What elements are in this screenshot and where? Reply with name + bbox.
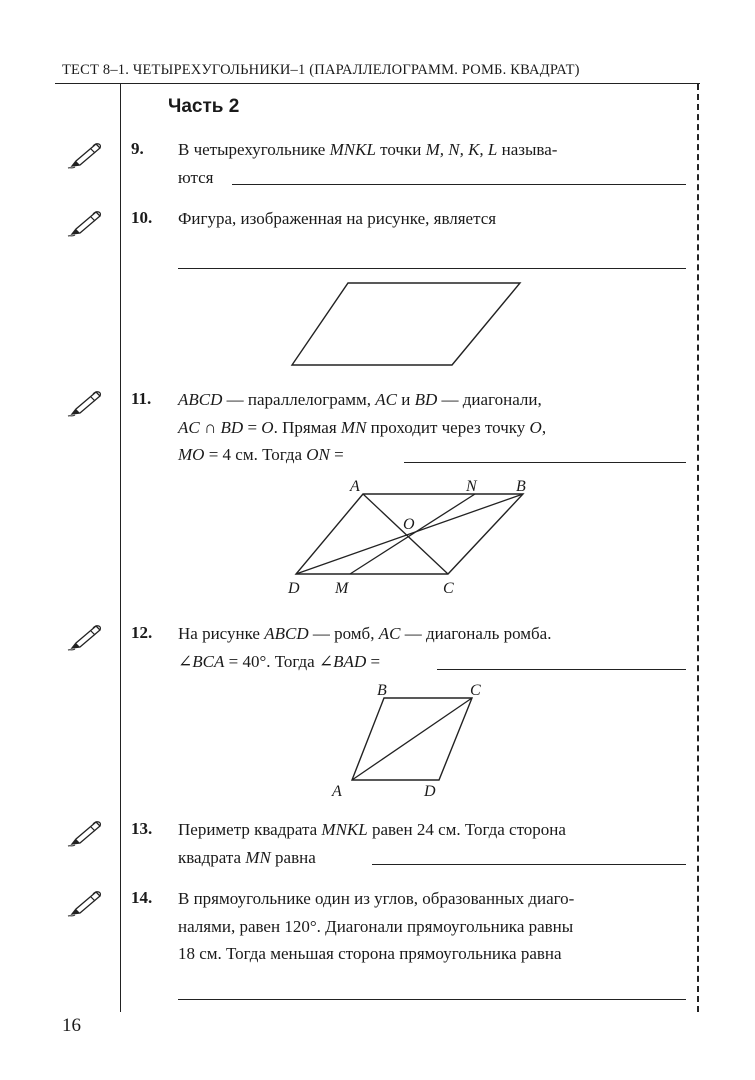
answer-line-11[interactable] [404, 462, 686, 463]
part-title: Часть 2 [168, 96, 240, 117]
header-rule [55, 83, 700, 84]
answer-line-9[interactable] [232, 184, 686, 185]
question-12-text: На рисунке ABCD — ромб, AC — диагональ ромба. ∠BCA = 40°. Тогда ∠BAD = [178, 624, 552, 671]
label-d: D [424, 783, 436, 800]
question-number-13: 13. [131, 819, 153, 838]
answer-line-14[interactable] [178, 999, 686, 1000]
label-m: M [335, 580, 349, 597]
label-a: A [332, 783, 342, 800]
question-number-14: 14. [131, 888, 153, 907]
question-number-10: 10. [131, 208, 153, 227]
label-b: B [377, 682, 387, 699]
label-a: A [350, 478, 360, 495]
dashed-cut-line [697, 84, 699, 1012]
rhombus-diagram-abcd [322, 678, 492, 800]
page-number: 16 [62, 1015, 81, 1036]
question-number-9: 9. [131, 139, 144, 158]
question-number-11: 11. [131, 389, 152, 408]
answer-line-13[interactable] [372, 864, 686, 865]
question-9-text: В четырехугольнике MNKL точки M, N, K, L называ- ются [178, 140, 558, 187]
fountain-pen-icon [66, 818, 104, 848]
fountain-pen-icon [66, 388, 104, 418]
margin-rule [120, 84, 121, 1012]
fountain-pen-icon [66, 622, 104, 652]
label-d: D [288, 580, 300, 597]
fountain-pen-icon [66, 140, 104, 170]
answer-line-12[interactable] [437, 669, 686, 670]
question-13-text: Периметр квадрата MNKL равен 24 см. Тогда сторона квадрата MN равна [178, 820, 566, 867]
label-c: C [443, 580, 454, 597]
question-14-text: В прямоугольнике один из углов, образованных диаго- налями, равен 120°. Диагонали прямоугольника равны 18 см. Тогда меньшая сторона прямоугольника равна [178, 889, 575, 963]
label-c: C [470, 682, 481, 699]
fountain-pen-icon [66, 208, 104, 238]
label-b: B [516, 478, 526, 495]
page-header: ТЕСТ 8–1. ЧЕТЫРЕХУГОЛЬНИКИ–1 (ПАРАЛЛЕЛОГРАММ. РОМБ. КВАДРАТ) [62, 62, 580, 78]
label-n: N [466, 478, 477, 495]
label-o: O [403, 516, 415, 533]
fountain-pen-icon [66, 888, 104, 918]
answer-line-10[interactable] [178, 268, 686, 269]
question-10-text: Фигура, изображенная на рисунке, является [178, 209, 497, 228]
question-number-12: 12. [131, 623, 153, 642]
question-11-text: ABCD — параллелограмм, AC и BD — диагонали, AC ∩ BD = O. Прямая MN проходит через точку O, MO = 4 см. Тогда ON = [178, 390, 547, 464]
parallelogram-diagram-abcd [280, 472, 540, 602]
parallelogram-figure [280, 275, 530, 375]
